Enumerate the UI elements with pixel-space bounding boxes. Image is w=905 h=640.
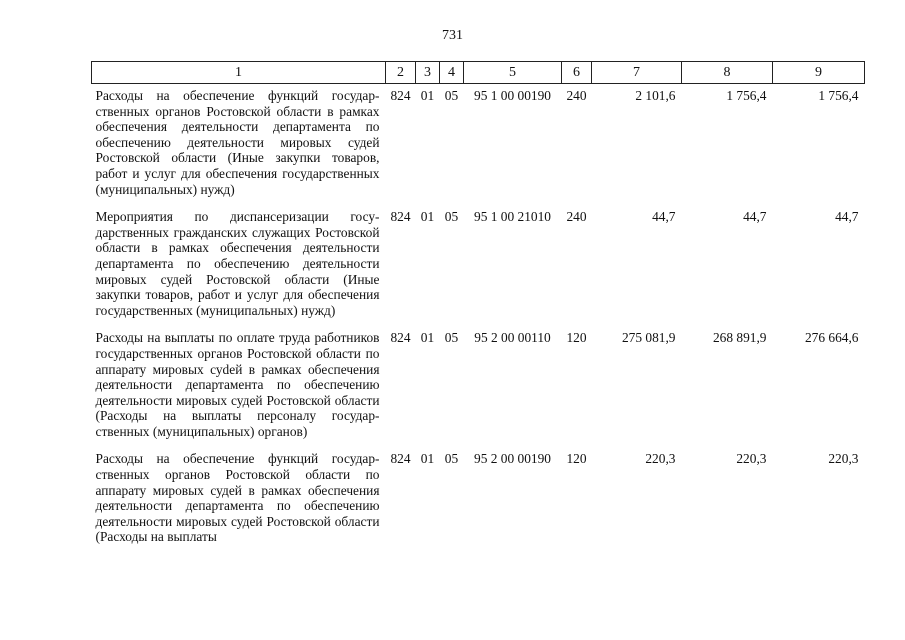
table-row	[92, 84, 865, 206]
row-description: Мероприятия по диспансеризации государственных гражданских служащих Ростовской области в рамках обеспечения деятельности департамента по обеспечению деятельности мировых судей Ростовской области (Иные закупки товаров, работ и услуг для обеспечения государственных (муниципальных) нужд)	[95, 209, 380, 318]
table-row	[92, 326, 865, 447]
column-header: 9	[773, 62, 865, 84]
amount-col8: 1 756,4	[726, 88, 767, 103]
table-row	[92, 205, 865, 326]
row-description: Расходы на выплаты по оплате труда работников государственных органов Ростовской области по аппарату мировых суdей в рамках обеспечения деятельности департамента по обеспечению деятельности мировых судей Ростовской области (Расходы на выплаты персоналу государственных (муниципальных) органов)	[95, 330, 380, 439]
amount-col7: 44,7	[652, 209, 676, 225]
section-code: 01	[420, 451, 435, 467]
target-article-code: 95 1 00 21010	[474, 209, 551, 225]
amount-col9: 276 664,6	[804, 330, 859, 346]
amount-col7: 275 081,9	[621, 330, 676, 346]
expense-type-code: 240	[566, 88, 587, 103]
amount-col8: 220,3	[736, 451, 767, 467]
column-header: 4	[440, 62, 464, 84]
section-code: 01	[420, 88, 435, 103]
row-description: Расходы на обеспечение функций государственных органов Ростовской области в рамках обеспечения деятельности департамента по обеспечению деятельности мировых судей Ростовской области (Иные закупки товаров, работ и услуг для обеспечения государственных (муниципальных) нужд)	[95, 88, 380, 197]
amount-col7: 2 101,6	[635, 88, 676, 103]
column-header: 7	[592, 62, 682, 84]
amount-col8: 268 891,9	[712, 330, 767, 346]
column-header: 8	[682, 62, 773, 84]
subsection-code: 05	[444, 451, 459, 467]
amount-col9: 220,3	[828, 451, 859, 467]
subsection-code: 05	[444, 88, 459, 103]
row-description: Расходы на обеспечение функций государственных органов Ростовской области по аппарату мировых судей в рамках обеспечения деятельности департамента по обеспечению деятельности мировых судей Ростовской области (Расходы на выплаты	[95, 451, 380, 545]
column-header: 1	[92, 62, 386, 84]
column-header: 3	[416, 62, 440, 84]
expense-type-code: 120	[566, 330, 587, 346]
target-article-code: 95 2 00 00190	[474, 451, 551, 467]
amount-col9: 44,7	[835, 209, 859, 225]
target-article-code: 95 1 00 00190	[474, 88, 551, 103]
column-header: 2	[386, 62, 416, 84]
ministry-code: 824	[390, 88, 411, 103]
subsection-code: 05	[444, 209, 459, 225]
table-header-row	[92, 62, 865, 84]
target-article-code: 95 2 00 00110	[474, 330, 551, 346]
expense-type-code: 240	[566, 209, 587, 225]
subsection-code: 05	[444, 330, 459, 346]
expense-type-code: 120	[566, 451, 587, 467]
ministry-code: 824	[390, 451, 411, 467]
page-number: 731	[442, 28, 463, 43]
amount-col9: 1 756,4	[818, 88, 859, 103]
ministry-code: 824	[390, 330, 411, 346]
amount-col7: 220,3	[645, 451, 676, 467]
section-code: 01	[420, 330, 435, 346]
ministry-code: 824	[390, 209, 411, 225]
amount-col8: 44,7	[743, 209, 767, 225]
budget-table	[91, 61, 865, 553]
column-header: 6	[562, 62, 592, 84]
section-code: 01	[420, 209, 435, 225]
column-header: 5	[464, 62, 562, 84]
table-row	[92, 447, 865, 553]
